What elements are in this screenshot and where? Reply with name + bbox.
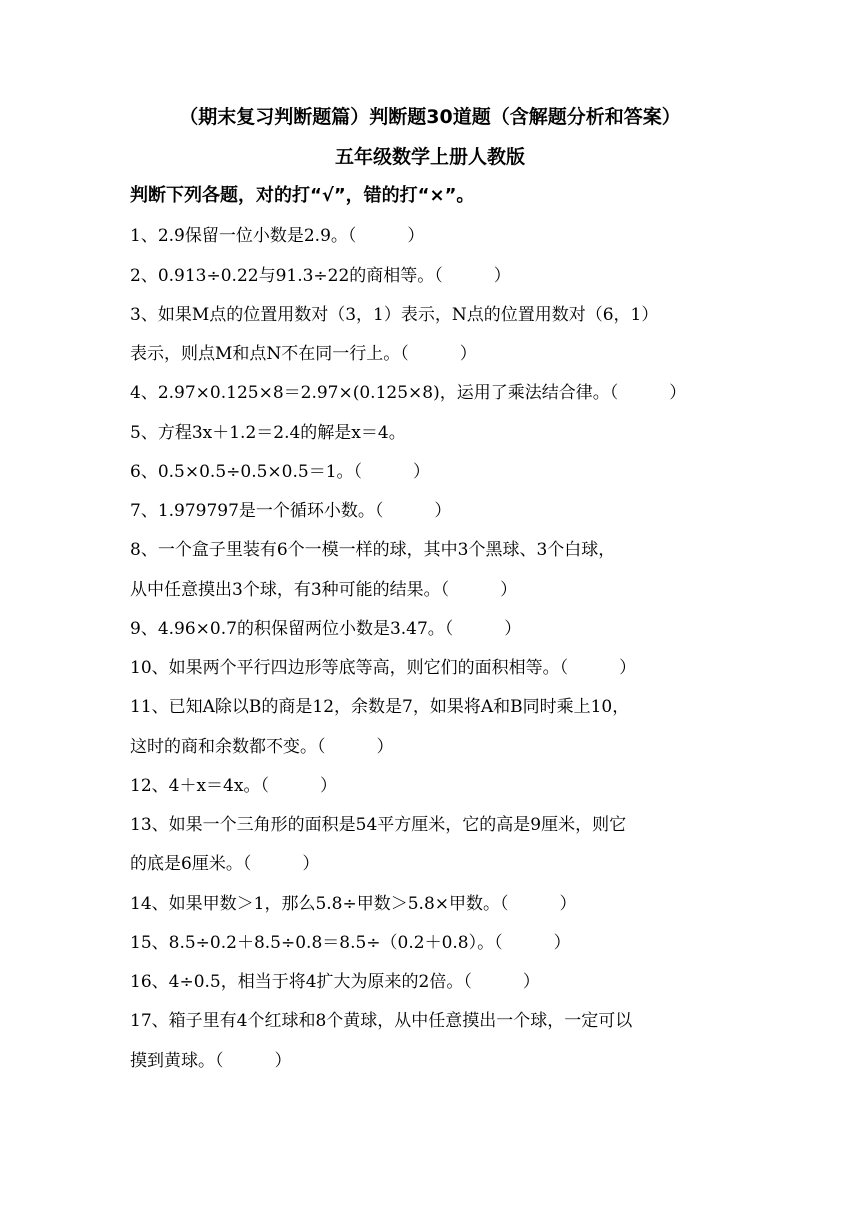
- question-14: 14、如果甲数＞1，那么5.8÷甲数＞5.8×甲数。（ ）: [130, 894, 577, 914]
- question-17-line-2: 摸到黄球。（ ）: [130, 1051, 292, 1071]
- question-11-line-1: 11、已知A除以B的商是12，余数是7，如果将A和B同时乘上10，: [130, 697, 630, 717]
- question-7: 7、1.979797是一个循环小数。（ ）: [130, 501, 452, 521]
- question-8-line-1: 8、一个盒子里装有6个一模一样的球，其中3个黑球、3个白球，: [130, 540, 616, 560]
- question-3-line-1: 3、如果M点的位置用数对（3，1）表示，N点的位置用数对（6，1）: [130, 305, 659, 325]
- question-13-line-2: 的底是6厘米。（ ）: [130, 854, 320, 874]
- question-1: 1、2.9̇保留一位小数是2.9。（ ）: [130, 226, 425, 246]
- question-11-line-2: 这时的商和余数都不变。（ ）: [130, 737, 394, 757]
- question-4: 4、2.97×0.125×8＝2.97×(0.125×8)，运用了乘法结合律。（ ）: [130, 383, 687, 403]
- document-title: （期末复习判断题篇）判断题30道题（含解题分析和答案）: [179, 106, 681, 128]
- question-6: 6、0.5×0.5÷0.5×0.5＝1。（ ）: [130, 462, 431, 482]
- question-10: 10、如果两个平行四边形等底等高，则它们的面积相等。（ ）: [130, 658, 637, 678]
- question-15: 15、8.5÷0.2＋8.5÷0.8＝8.5÷（0.2＋0.8）。（ ）: [130, 933, 571, 953]
- document-subtitle: 五年级数学上册人教版: [334, 146, 525, 168]
- question-13-line-1: 13、如果一个三角形的面积是54平方厘米，它的高是9厘米，则它: [130, 815, 627, 835]
- question-9: 9、4.96×0.7的积保留两位小数是3.47。（ ）: [130, 619, 522, 639]
- question-8-line-2: 从中任意摸出3个球，有3种可能的结果。（ ）: [130, 580, 518, 600]
- instruction-text: 判断下列各题，对的打“√”，错的打“×”。: [130, 185, 475, 206]
- question-2: 2、0.913÷0.22与91.3÷22的商相等。（ ）: [130, 266, 511, 286]
- question-17-line-1: 17、箱子里有4个红球和8个黄球，从中任意摸出一个球，一定可以: [130, 1011, 633, 1031]
- question-3-line-2: 表示，则点M和点N不在同一行上。（ ）: [130, 344, 477, 364]
- question-12: 12、4＋x＝4x。（ ）: [130, 776, 337, 796]
- question-5: 5、方程3x＋1.2＝2.4的解是x＝4。: [130, 423, 406, 443]
- question-16: 16、4÷0.5，相当于将4扩大为原来的2倍。（ ）: [130, 972, 540, 992]
